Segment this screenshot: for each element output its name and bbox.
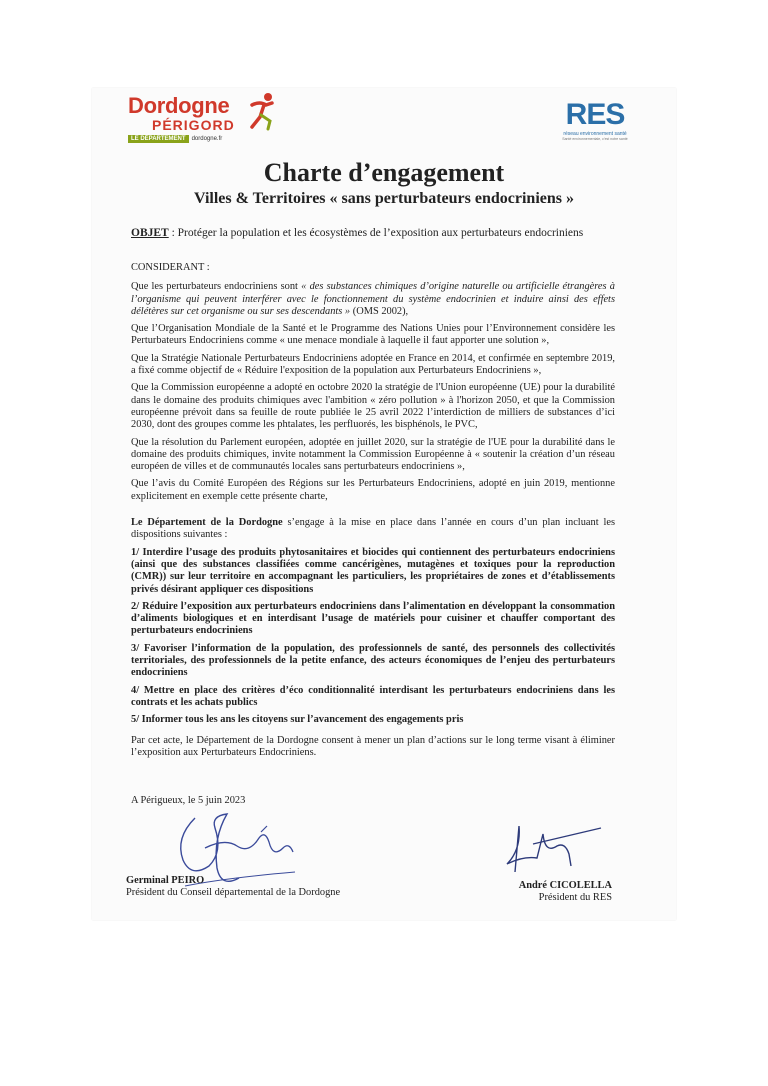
dordogne-perigord-logo xyxy=(128,95,278,153)
res-logo-mark: RES xyxy=(565,98,625,131)
res-logo-subtitle: réseau environnement santé xyxy=(563,131,627,137)
logo-line-1: Dordogne xyxy=(128,93,230,118)
considerant-paragraph: Que la Stratégie Nationale Perturbateurs Endocriniens adoptée en France en 2014, et confirmée en septembre 2019, a fixé comme objectif de « Réduire l'exposition de la population aux Perturbateurs Endocriniens », xyxy=(131,352,615,377)
disposition-item: 2/ Réduire l’exposition aux perturbateurs endocriniens dans l’alimentation en développant la consommation d’aliments biologiques et en interdisant l’usage de matériels pour cuisiner et chauffer comportant des perturbateurs endocriniens xyxy=(131,600,615,637)
closing-paragraph: Par cet acte, le Département de la Dordogne consent à mener un plan d’actions sur le long terme visant à éliminer l’exposition aux Perturbateurs Endocriniens. xyxy=(131,734,615,758)
runner-figure-icon xyxy=(246,91,278,131)
logo-url: dordogne.fr xyxy=(191,136,223,142)
signatory-left xyxy=(126,875,340,899)
signatory-right xyxy=(519,880,612,904)
signatory-role: Président du Conseil départemental de la Dordogne xyxy=(126,887,341,898)
res-logo-tagline: Santé environnementale, c'est notre santé xyxy=(562,137,628,141)
document-body xyxy=(131,262,615,764)
signatory-role: Président du RES xyxy=(538,892,612,903)
considerant-paragraph: Que l’Organisation Mondiale de la Santé et le Programme des Nations Unies pour l’Environnement considère les Perturbateurs Endocriniens comme « une menace mondiale à laquelle il faut apporter une solution », xyxy=(131,323,615,347)
res-logo xyxy=(560,99,630,154)
signatory-name: André CICOLELLA xyxy=(518,880,612,891)
disposition-item: 1/ Interdire l’usage des produits phytosanitaires et biocides qui contiennent des perturbateurs endocriniens (ainsi que des substances classifiées comme cancérigènes, mutagènes et toxiques pour la reproduction (CMR)) sur leur territoire en accompagnant les particuliers, les propriétaires de zones et d’établissements privés désirant appliquer ces dispositions xyxy=(131,546,615,595)
considerant-paragraph: Que la résolution du Parlement européen, adoptée en juillet 2020, sur la stratégie de l'UE pour la durabilité dans le domaine des produits chimiques, invite notamment la Commission Européenne à « soutenir la création d’un réseau européen de villes et de communautés locales sans perturbateurs endocriniens », xyxy=(131,436,615,473)
objet-line xyxy=(131,227,583,239)
document-title: Charte d’engagement xyxy=(263,158,505,187)
considerant-paragraph: Que les perturbateurs endocriniens sont « des substances chimiques d’origine naturelle ou artificielle étrangères à l’organisme qui peuvent interférer avec le fonctionnement du système endocrinien et induire ainsi des effets délétères sur cet organisme ou sur ses descendants » (OMS 2002), xyxy=(131,281,615,317)
engagement-intro: Le Département de la Dordogne s’engage à la mise en place dans l’année en cours d’un plan incluant les dispositions suivantes : xyxy=(131,517,615,541)
considerant-paragraph: Que l’avis du Comité Européen des Régions sur les Perturbateurs Endocriniens, adopté en juin 2019, mentionne explicitement en exemple cette présente charte, xyxy=(131,478,615,502)
document-subtitle: Villes & Territoires « sans perturbateurs endocriniens » xyxy=(194,190,574,207)
signatory-name: Germinal PEIRO xyxy=(126,875,205,886)
objet-label: OBJET xyxy=(131,227,169,239)
disposition-item: 3/ Favoriser l’information de la population, des professionnels de santé, des personnels des collectivités territoriales, des professionnels de la petite enfance, des acteurs économiques de l’enjeu des perturbateurs endocriniens xyxy=(131,642,615,679)
considerant-label: CONSIDERANT : xyxy=(131,262,210,273)
considerant-paragraph: Que la Commission européenne a adopté en octobre 2020 la stratégie de l'Union européenne (UE) pour la durabilité dans le domaine des produits chimiques avec l'ambition « zéro pollution » à l'horizon 2050, et que la Commission européenne prévoit dans sa feuille de route publiée le 25 avril 2022 l’interdiction de milliers de substances d’ici 2030, dont des groupes comme les phtalates, les perfluorés, les bisphénols, le PVC, xyxy=(131,382,615,431)
logo-band: LE DÉPARTEMENT xyxy=(128,135,189,143)
date-line: A Périgueux, le 5 juin 2023 xyxy=(131,795,246,806)
objet-text: : Protéger la population et les écosystèmes de l’exposition aux perturbateurs endocriniens xyxy=(168,227,584,239)
logo-line-2: PÉRIGORD xyxy=(152,117,235,133)
handwritten-signature-icon xyxy=(497,820,607,880)
disposition-item: 5/ Informer tous les ans les citoyens sur l’avancement des engagements pris xyxy=(131,714,464,726)
disposition-item: 4/ Mettre en place des critères d’éco conditionnalité interdisant les perturbateurs endocriniens dans les contrats et les achats publics xyxy=(131,684,615,708)
